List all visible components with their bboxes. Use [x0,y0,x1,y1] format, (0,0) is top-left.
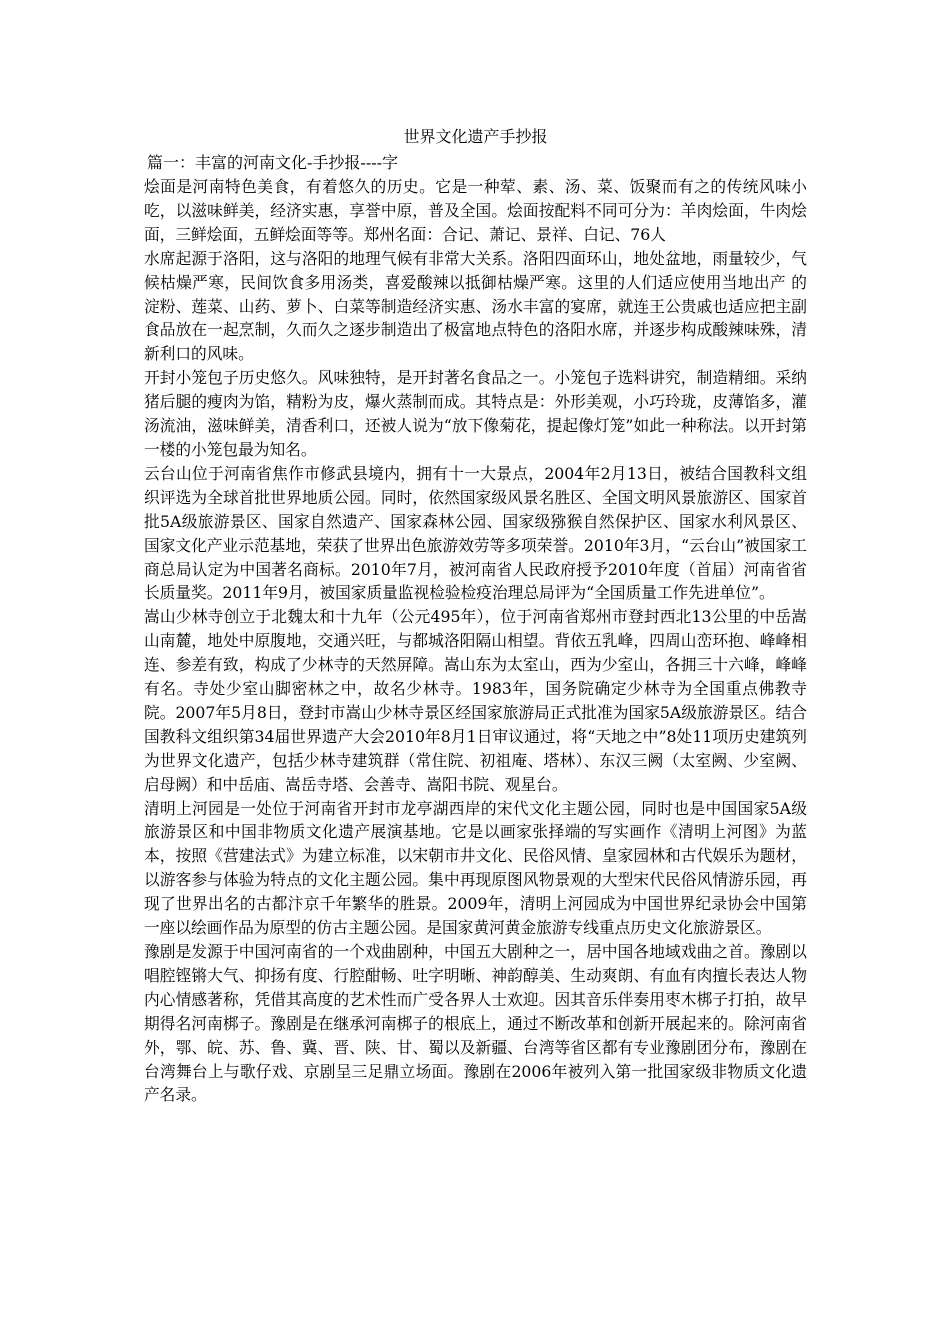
paragraph-yuju: 豫剧是发源于中国河南省的一个戏曲剧种，中国五大剧种之一，居中国各地域戏曲之首。豫剧以唱腔铿锵大气、抑扬有度、行腔酣畅、吐字明晰、神韵醇美、生动爽朗、有血有肉擅长表达人物内心情感著称，凭借其高度的艺术性而广受各界人士欢迎。因其音乐伴奏用枣木梆子打拍，故早期得名河南梆子。豫剧是在继承河南梆子的根底上，通过不断改革和创新开展起来的。除河南省外，鄂、皖、苏、鲁、冀、晋、陕、甘、蜀以及新疆、台湾等省区都有专业豫剧团分布，豫剧在台湾舞台上与歌仔戏、京剧呈三足鼎立场面。豫剧在2006年被列入第一批国家级非物质文化遗产名录。 [144,942,807,1105]
document-page [144,124,807,1107]
section-heading: 篇一：丰富的河南文化-手抄报----字 [147,153,399,172]
document-title: 世界文化遗产手抄报 [403,127,548,146]
paragraph-shuixi: 水席起源于洛阳，这与洛阳的地理气候有非常大关系。洛阳四面环山，地处盆地，雨量较少，气候枯燥严寒，民间饮食多用汤类，喜爱酸辣以抵御枯燥严寒。这里的人们适应使用当地出产 的淀粉、莲菜、山药、萝卜、白菜等制造经济实惠、汤水丰富的宴席，就连王公贵戚也适应把主副食品放在一起烹制，久而久之逐步制造出了极富地点特色的洛阳水席，并逐步构成酸辣味殊，清新利口的风味。 [144,248,807,364]
paragraph-yuntaishan: 云台山位于河南省焦作市修武县境内，拥有十一大景点，2004年2月13日，被结合国教科文组织评选为全球首批世界地质公园。同时，依然国家级风景名胜区、全国文明风景旅游区、国家首批5A级旅游景区、国家自然遗产、国家森林公园、国家级猕猴自然保护区、国家水利风景区、国家文化产业示范基地，荣获了世界出色旅游效劳等多项荣誉。2010年3月，“云台山”被国家工商总局认定为中国著名商标。2010年7月，被河南省人民政府授予2010年度（首届）河南省省长质量奖。2011年9月，被国家质量监视检验检疫治理总局评为“全国质量工作先进单位”。 [144,463,807,603]
paragraph-qingmingshanghe: 清明上河园是一处位于河南省开封市龙亭湖西岸的宋代文化主题公园，同时也是中国国家5A级旅游景区和中国非物质文化遗产展演基地。它是以画家张择端的写实画作《清明上河图》为蓝本，按照《营建法式》为建立标准，以宋朝市井文化、民俗风情、皇家园林和古代娱乐为题材，以游客参与体验为特点的文化主题公园。集中再现原图风物景观的大型宋代民俗风情游乐园，再现了世界出名的古都汴京千年繁华的胜景。2009年，清明上河园成为中国世界纪录协会中国第一座以绘画作品为原型的仿古主题公园。是国家黄河黄金旅游专线重点历史文化旅游景区。 [144,798,807,938]
paragraph-shaolinsi: 嵩山少林寺创立于北魏太和十九年（公元495年），位于河南省郑州市登封西北13公里的中岳嵩山南麓，地处中原腹地，交通兴旺，与都城洛阳隔山相望。背依五乳峰，四周山峦环抱、峰峰相连、参差有致，构成了少林寺的天然屏障。嵩山东为太室山，西为少室山，各拥三十六峰，峰峰有名。寺处少室山脚密林之中，故名少林寺。1983年，国务院确定少林寺为全国重点佛教寺院。2007年5月8日，登封市嵩山少林寺景区经国家旅游局正式批准为国家5A级旅游景区。结合国教科文组织第34届世界遗产大会2010年8月1日审议通过，将“天地之中”8处11项历史建筑列为世界文化遗产，包括少林寺建筑群（常住院、初祖庵、塔林）、东汉三阙（太室阙、少室阙、启母阙）和中岳庙、嵩岳寺塔、会善寺、嵩阳书院、观星台。 [144,607,807,794]
paragraph-huimian: 烩面是河南特色美食，有着悠久的历史。它是一种荤、素、汤、菜、饭聚而有之的传统风味小吃，以滋味鲜美，经济实惠，享誉中原，普及全国。烩面按配料不同可分为：羊肉烩面，牛肉烩面，三鲜烩面，五鲜烩面等等。郑州名面：合记、萧记、景祥、白记、76人 [144,177,807,244]
paragraph-xiaolongbao: 开封小笼包子历史悠久。风味独特，是开封著名食品之一。小笼包子选料讲究，制造精细。采纳猪后腿的瘦肉为馅，精粉为皮，爆火蒸制而成。其特点是：外形美观，小巧玲珑，皮薄馅多，灌汤流油，滋味鲜美，清香利口，还被人说为“放下像菊花，提起像灯笼”如此一种称法。以开封第一楼的小笼包最为知名。 [144,368,807,459]
